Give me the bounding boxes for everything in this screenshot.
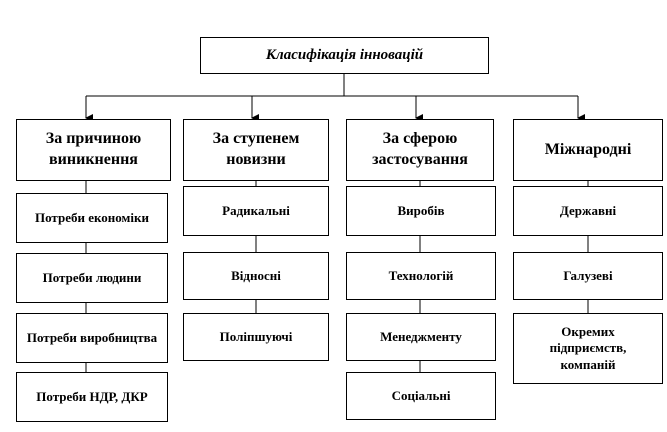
item-label: Потреби людини: [42, 269, 142, 285]
item-box: [16, 253, 168, 303]
item-box: [513, 252, 663, 300]
item-label: Технологій: [388, 267, 454, 283]
item-label: Потреби економіки: [34, 209, 149, 225]
item-label: Окремих підприємств, компаній: [549, 324, 627, 372]
item-box: [346, 313, 496, 361]
item-label: Виробів: [397, 202, 445, 218]
item-box: [183, 186, 329, 236]
item-box: [513, 313, 663, 384]
item-box: [16, 372, 168, 422]
category-label: За ступенем новизни: [212, 130, 300, 168]
category-sphere-box: [346, 119, 494, 181]
item-box: [346, 252, 496, 300]
item-box: [346, 372, 496, 420]
category-label: За причиною виникнення: [45, 130, 142, 168]
item-label: Потреби НДР, ДКР: [36, 388, 148, 404]
item-label: Державні: [559, 202, 617, 218]
item-label: Потреби виробництва: [26, 329, 158, 345]
item-label: Соціальні: [391, 387, 451, 403]
item-box: [183, 252, 329, 300]
classification-title: Класифікація інновацій: [265, 47, 424, 64]
item-label: Радикальні: [222, 202, 290, 218]
item-box: [16, 313, 168, 363]
item-box: [183, 313, 329, 361]
category-label: За сферою застосування: [372, 130, 468, 168]
item-box: [16, 193, 168, 243]
item-label: Галузеві: [563, 267, 613, 283]
category-cause-box: [16, 119, 171, 181]
category-international-box: [513, 119, 663, 181]
category-label: Міжнародні: [544, 140, 632, 158]
item-label: Менеджменту: [380, 328, 462, 344]
item-label: Поліпшуючі: [219, 328, 293, 344]
item-box: [346, 186, 496, 236]
category-novelty-box: [183, 119, 329, 181]
item-label: Відносні: [231, 267, 281, 283]
classification-title-box: [200, 37, 489, 74]
item-box: [513, 186, 663, 236]
